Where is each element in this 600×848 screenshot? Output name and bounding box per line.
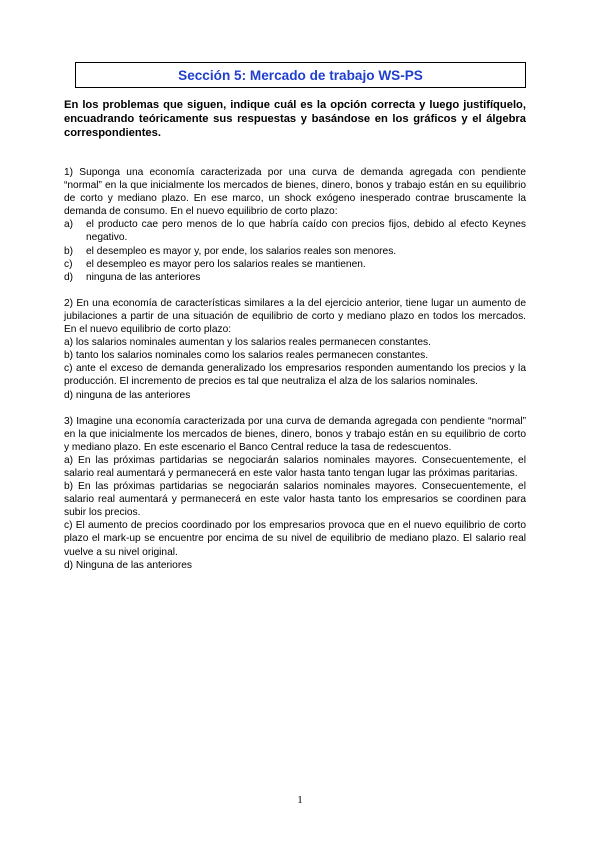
question-1-option-b bbox=[64, 245, 526, 258]
question-3-stem: 3) Imagine una economía caracterizada por una curva de demanda agregada con pendiente “normal” en la que inicialmente los mercados de bienes, dinero, bonos y trabajo están en su equilibrio de corto y mediano plazo. En este escenario el Banco Central reduce la tasa de redescuentos. bbox=[64, 415, 526, 453]
question-1-option-d bbox=[64, 271, 526, 284]
question-2-option-b: b) tanto los salarios nominales como los salarios reales permanecen constantes. bbox=[64, 350, 429, 362]
question-3-option-c: c) El aumento de precios coordinado por los empresarios provoca que en el nuevo equilibrio de corto plazo el mark-up se encuentre por encima de su nivel de equilibrio de mediano plazo. El salario real vuelve a su nivel original. bbox=[64, 520, 526, 558]
questions-body bbox=[64, 166, 526, 585]
question-1-option-a bbox=[64, 218, 526, 244]
option-label: b) bbox=[64, 245, 74, 257]
question-3 bbox=[64, 415, 526, 572]
option-text: ninguna de las anteriores bbox=[86, 271, 201, 283]
question-2-stem: 2) En una economía de características similares a la del ejercicio anterior, tiene lugar un aumento de jubilaciones a partir de una situación de equilibrio de corto y mediano plazo en todos los mercados. En el nuevo equilibrio de corto plazo: bbox=[64, 297, 526, 336]
option-text: el producto cae pero menos de lo que habría caído con precios fijos, debido al efecto Keynes negativo. bbox=[86, 219, 526, 244]
page-number: 1 bbox=[297, 794, 303, 806]
question-1-option-c bbox=[64, 258, 526, 271]
option-label: c) bbox=[64, 258, 73, 270]
question-2-option-d: d) ninguna de las anteriores bbox=[64, 389, 191, 401]
option-label: d) bbox=[64, 271, 74, 283]
option-text: el desempleo es mayor y, por ende, los salarios reales son menores. bbox=[86, 245, 397, 257]
question-3-option-d: d) Ninguna de las anteriores bbox=[64, 559, 192, 571]
question-2-option-c: c) ante el exceso de demanda generalizado los empresarios responden aumentando los precios y la producción. El incremento de precios es tal que neutraliza el alza de los salarios nominales. bbox=[64, 363, 526, 388]
question-2-option-a: a) los salarios nominales aumentan y los salarios reales permanecen constantes. bbox=[64, 337, 431, 349]
question-1 bbox=[64, 166, 526, 284]
instructions-paragraph: En los problemas que siguen, indique cuál es la opción correcta y luego justifíquelo, encuadrando teóricamente sus respuestas y basándose en los gráficos y el álgebra correspondientes. bbox=[64, 99, 526, 140]
section-title: Sección 5: Mercado de trabajo WS-PS bbox=[178, 67, 423, 83]
section-title-box bbox=[75, 62, 526, 88]
question-3-option-b: b) En las próximas partidarias se negociarán salarios nominales mayores. Consecuentemente, el salario real aumentará y permanecerá en este valor hasta tanto los empresarios se coordinen para subir los precios. bbox=[64, 481, 526, 519]
question-2 bbox=[64, 297, 526, 402]
question-1-stem: 1) Suponga una economía caracterizada por una curva de demanda agregada con pendiente “normal” en la que inicialmente los mercados de bienes, dinero, bonos y trabajo están en su equilibrio de corto y mediano plazo. En ese marco, un shock exógeno inesperado contrae bruscamente la demanda de consumo. En el nuevo equilibrio de corto plazo: bbox=[64, 167, 526, 218]
option-label: a) bbox=[64, 219, 74, 231]
option-text: el desempleo es mayor pero los salarios reales se mantienen. bbox=[86, 258, 366, 270]
question-3-option-a: a) En las próximas partidarias se negociarán salarios nominales mayores. Consecuentemente, el salario real aumentará y permanecerá en este valor hasta tanto tengan lugar las próximas paritarias. bbox=[64, 454, 526, 479]
